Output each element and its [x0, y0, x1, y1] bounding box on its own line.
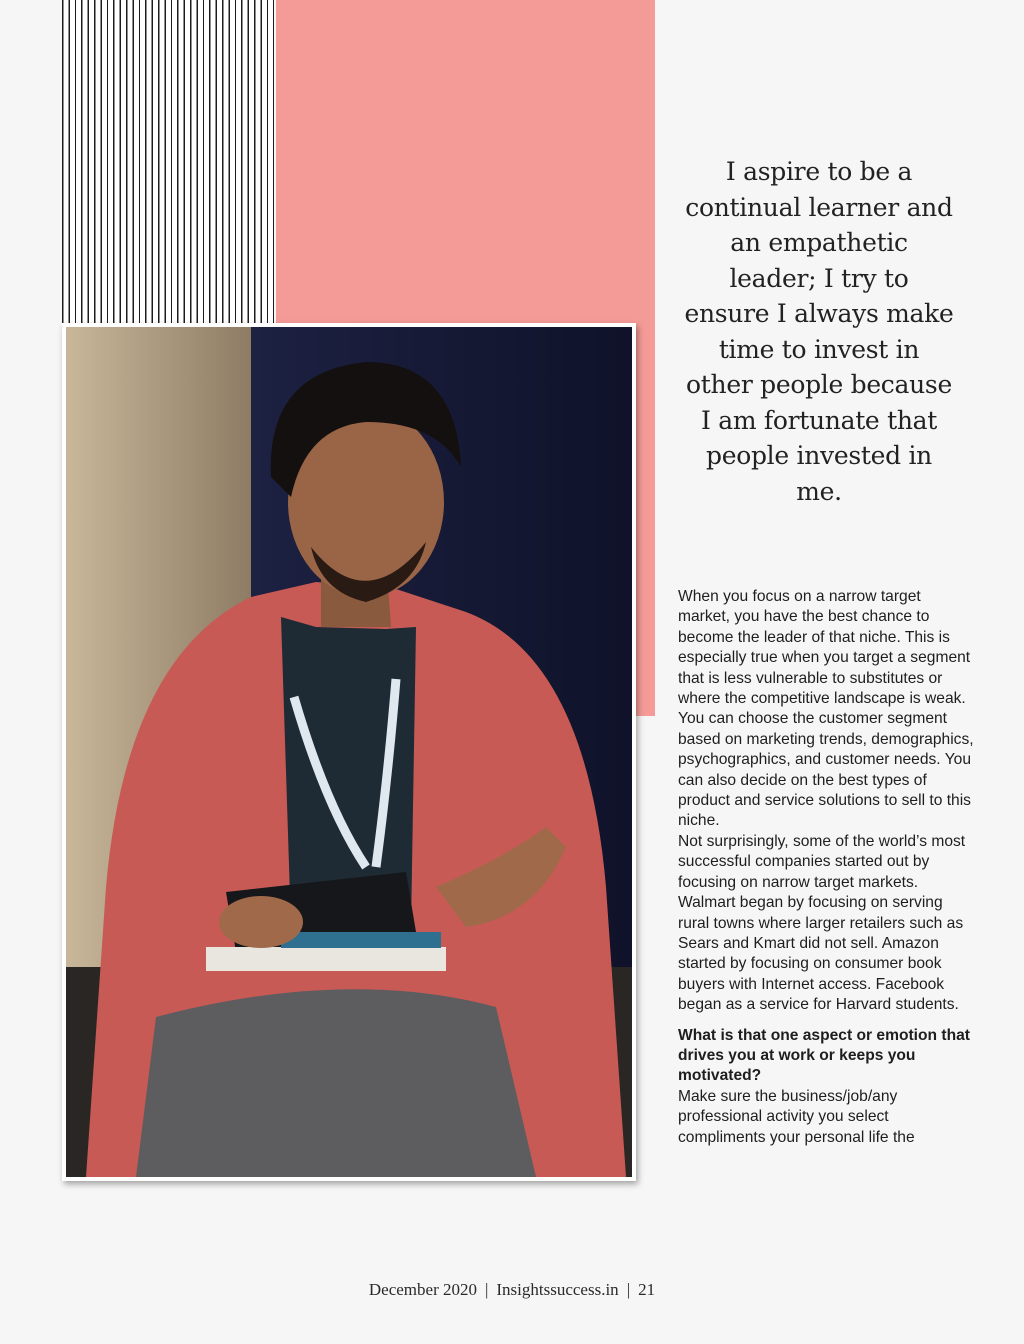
page-number: 21: [638, 1280, 656, 1299]
footer-separator: |: [484, 1280, 489, 1299]
portrait-photo: [66, 327, 632, 1177]
page-footer: [0, 1280, 1024, 1300]
footer-date: December 2020: [368, 1280, 477, 1299]
interview-question: What is that one aspect or emotion that drives you at work or keeps you motivated?: [678, 1026, 970, 1085]
footer-site: Insightssuccess.in: [496, 1280, 619, 1299]
portrait-photo-frame: [62, 323, 636, 1181]
article-body: [678, 587, 974, 1148]
footer-separator: |: [626, 1280, 631, 1299]
body-paragraph: Not surprisingly, some of the world’s most successful companies started out by focusing on narrow target markets. Walmart began by focusing on serving rural towns where larger retailers such as Sears and Kmart did not sell. Amazon started by focusing on consumer book buyers with Internet access. Facebook began as a service for Harvard students.: [678, 832, 966, 1014]
interview-answer: Make sure the business/job/any professional activity you select compliments your personal life the: [678, 1087, 915, 1146]
body-paragraph: When you focus on a narrow target market, you have the best chance to become the leader of that niche. This is especially true when you target a segment that is less vulnerable to substitutes or where the competitive landscape is weak. You can choose the customer segment based on marketing trends, demographics, psychographics, and customer needs. You can also decide on the best types of product and service solutions to sell to this niche.: [678, 588, 974, 830]
decorative-stripes: [62, 0, 274, 325]
pull-quote: I aspire to be a continual learner and an empathetic leader; I try to ensure I always make time to invest in other people because I am fortunate that people invested in me.: [684, 157, 954, 506]
